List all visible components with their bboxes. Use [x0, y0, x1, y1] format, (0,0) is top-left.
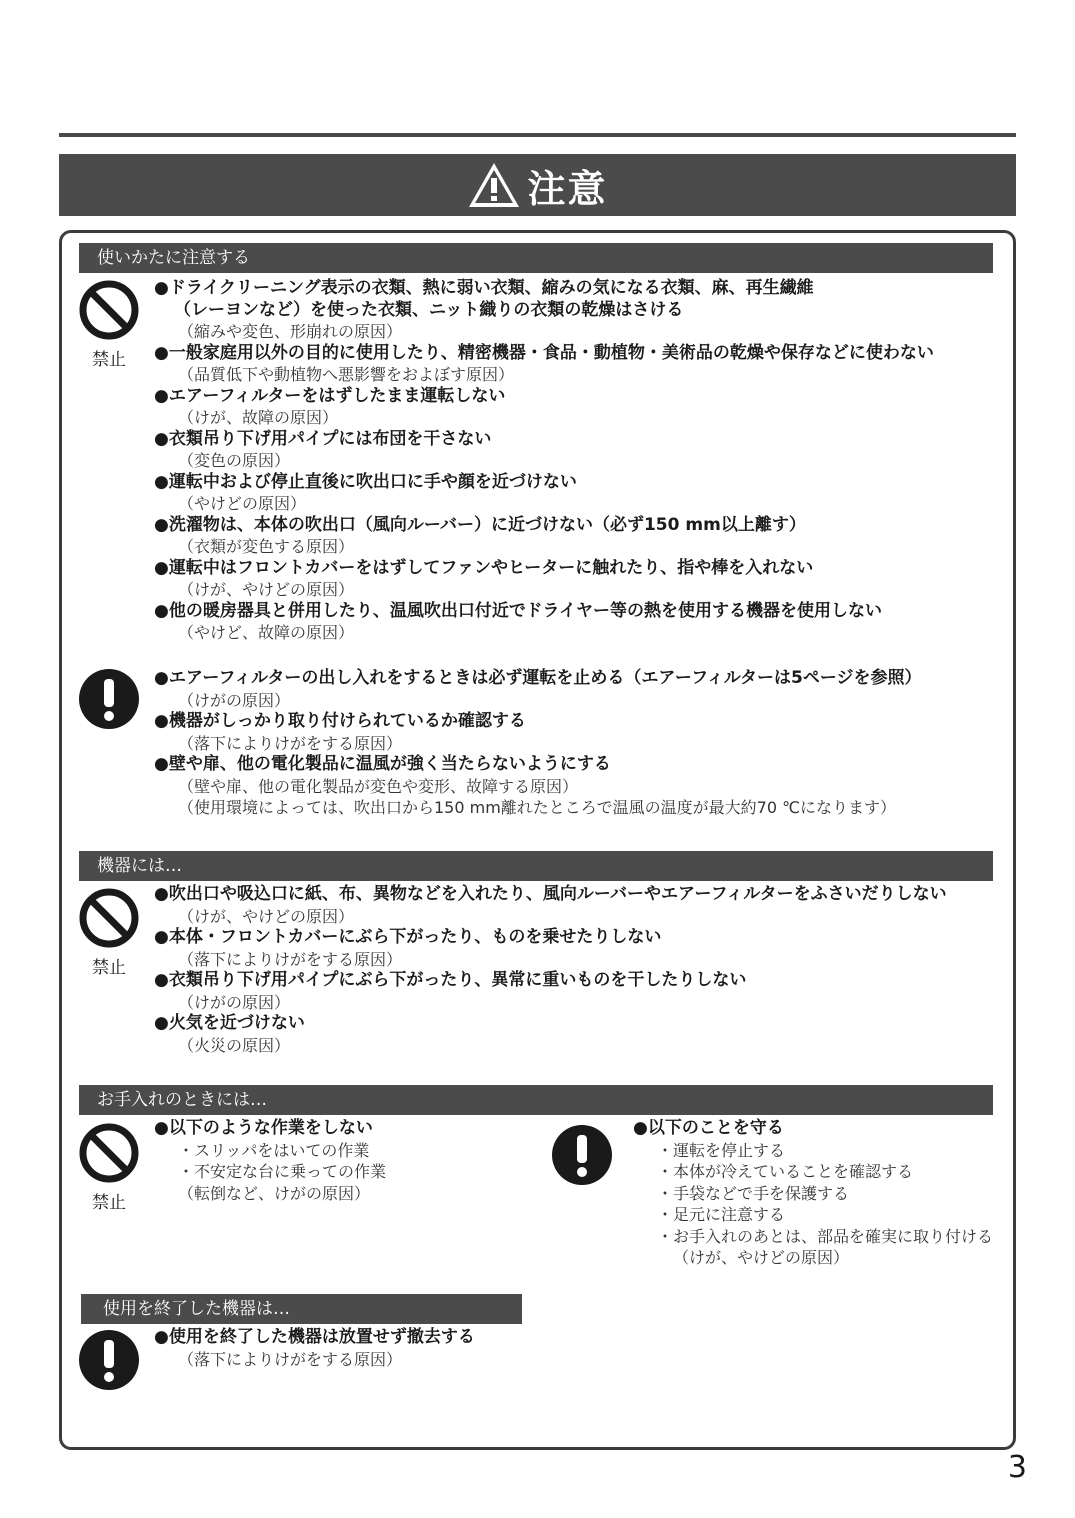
caution-item: ●エアーフィルターの出し入れをするときは必ず運転を止める（エアーフィルターは5ページを参照） — [154, 668, 922, 688]
caution-reason: （品質低下や動植物へ悪影響をおよぼす原因） — [178, 365, 515, 384]
caution-reason: （使用環境によっては、吹出口から150 mm離れたところで温風の温度が最大約70 ℃になります） — [178, 798, 897, 817]
exclamation-icon — [551, 1124, 613, 1186]
section-header-care: お手入れのときには… — [79, 1085, 993, 1115]
caution-subitem: ・運転を停止する — [657, 1140, 786, 1160]
prohibit-symbol — [78, 279, 140, 370]
caution-reason: （やけど、故障の原因） — [178, 623, 355, 642]
caution-subitem: ・手袋などで手を保護する — [657, 1183, 850, 1203]
caution-reason: （けが、やけどの原因） — [178, 906, 355, 926]
prohibit-symbol — [78, 1122, 140, 1213]
caution-item: ●使用を終了した機器は放置せず撤去する — [154, 1327, 475, 1347]
caution-item: ●衣類吊り下げ用パイプには布団を干さない — [154, 428, 492, 449]
section-header-usage: 使いかたに注意する — [79, 243, 993, 273]
exclamation-icon — [78, 1329, 140, 1391]
prohibit-label: 禁止 — [92, 1193, 126, 1213]
caution-item: ●吹出口や吸込口に紙、布、異物などを入れたり、風向ルーバーやエアーフィルターをふさいだりしない — [154, 884, 947, 904]
prohibit-label: 禁止 — [92, 958, 126, 978]
caution-subitem: ・スリッパをはいての作業 — [178, 1140, 370, 1160]
caution-reason: （転倒など、けがの原因） — [178, 1183, 371, 1203]
care-prohibit-list — [154, 1118, 386, 1204]
caution-reason: （縮みや変色、形崩れの原因） — [178, 322, 403, 341]
caution-item: ●他の暖房器具と併用したり、温風吹出口付近でドライヤー等の熱を使用する機器を使用しない — [154, 600, 882, 621]
prohibit-icon — [78, 279, 140, 341]
mandatory-symbol — [78, 668, 140, 730]
prohibit-symbol — [78, 887, 140, 978]
caution-reason: （火災の原因） — [178, 1035, 291, 1055]
prohibit-icon — [78, 1122, 140, 1184]
caution-reason: （変色の原因） — [178, 451, 291, 470]
section-header-disposal: 使用を終了した機器は… — [81, 1294, 522, 1324]
caution-item: ●以下のような作業をしない — [154, 1118, 373, 1138]
caution-reason: （落下によりけがをする原因） — [178, 949, 403, 969]
caution-item: ●運転中および停止直後に吹出口に手や顔を近づけない — [154, 471, 577, 492]
caution-reason: （落下によりけがをする原因） — [178, 733, 403, 753]
top-rule — [59, 133, 1016, 137]
caution-item: ●ドライクリーニング表示の衣類、熱に弱い衣類、縮みの気になる衣類、麻、再生繊維 — [154, 278, 814, 298]
caution-banner — [59, 154, 1016, 216]
caution-reason: （けが、やけどの原因） — [178, 580, 355, 599]
caution-item: ●一般家庭用以外の目的に使用したり、精密機器・食品・動植物・美術品の乾燥や保存などに使わない — [154, 342, 934, 363]
caution-reason: （けがの原因） — [178, 690, 291, 710]
caution-item: ●洗濯物は、本体の吹出口（風向ルーバー）に近づけない（必ず150 mm以上離す） — [154, 514, 806, 535]
caution-item: ●壁や扉、他の電化製品に温風が強く当たらないようにする — [154, 754, 611, 774]
prohibit-icon — [78, 887, 140, 949]
mandatory-symbol — [78, 1329, 140, 1391]
caution-item: ●以下のことを守る — [633, 1118, 784, 1138]
caution-item: ●運転中はフロントカバーをはずしてファンやヒーターに触れたり、指や棒を入れない — [154, 557, 814, 578]
exclamation-icon — [78, 668, 140, 730]
usage-mandatory-list — [154, 668, 922, 819]
care-mandatory-list — [633, 1118, 993, 1269]
mandatory-symbol — [551, 1124, 613, 1186]
caution-item: （レーヨンなど）を使った衣類、ニット織りの衣類の乾燥はさける — [174, 299, 684, 320]
caution-subitem: ・本体が冷えていることを確認する — [657, 1162, 914, 1181]
page-number: 3 — [1007, 1450, 1027, 1485]
caution-subitem: ・お手入れのあとは、部品を確実に取り付ける — [657, 1226, 994, 1246]
caution-reason: （衣類が変色する原因） — [178, 537, 355, 556]
caution-subitem: ・足元に注意する — [657, 1205, 786, 1224]
caution-subitem: ・不安定な台に乗っての作業 — [178, 1162, 387, 1181]
caution-item: ●本体・フロントカバーにぶら下がったり、ものを乗せたりしない — [154, 927, 662, 947]
disposal-mandatory-list — [154, 1327, 475, 1370]
caution-reason: （やけどの原因） — [178, 494, 307, 513]
caution-item: ●エアーフィルターをはずしたまま運転しない — [154, 385, 506, 406]
caution-reason: （壁や扉、他の電化製品が変色や変形、故障する原因） — [178, 776, 579, 796]
caution-item: ●衣類吊り下げ用パイプにぶら下がったり、異常に重いものを干したりしない — [154, 970, 747, 990]
caution-item: ●機器がしっかり取り付けられているか確認する — [154, 711, 526, 731]
caution-reason: （落下によりけがをする原因） — [178, 1349, 403, 1369]
banner-title: 注意 — [527, 166, 608, 211]
usage-prohibit-list — [154, 278, 934, 644]
section-header-equipment: 機器には… — [79, 851, 993, 881]
prohibit-label: 禁止 — [92, 350, 126, 370]
caution-reason: （けが、やけどの原因） — [673, 1248, 850, 1267]
caution-reason: （けがの原因） — [178, 992, 291, 1012]
caution-reason: （けが、故障の原因） — [178, 408, 339, 427]
warning-triangle-icon — [467, 161, 521, 209]
caution-item: ●火気を近づけない — [154, 1013, 305, 1033]
equipment-prohibit-list — [154, 884, 947, 1056]
